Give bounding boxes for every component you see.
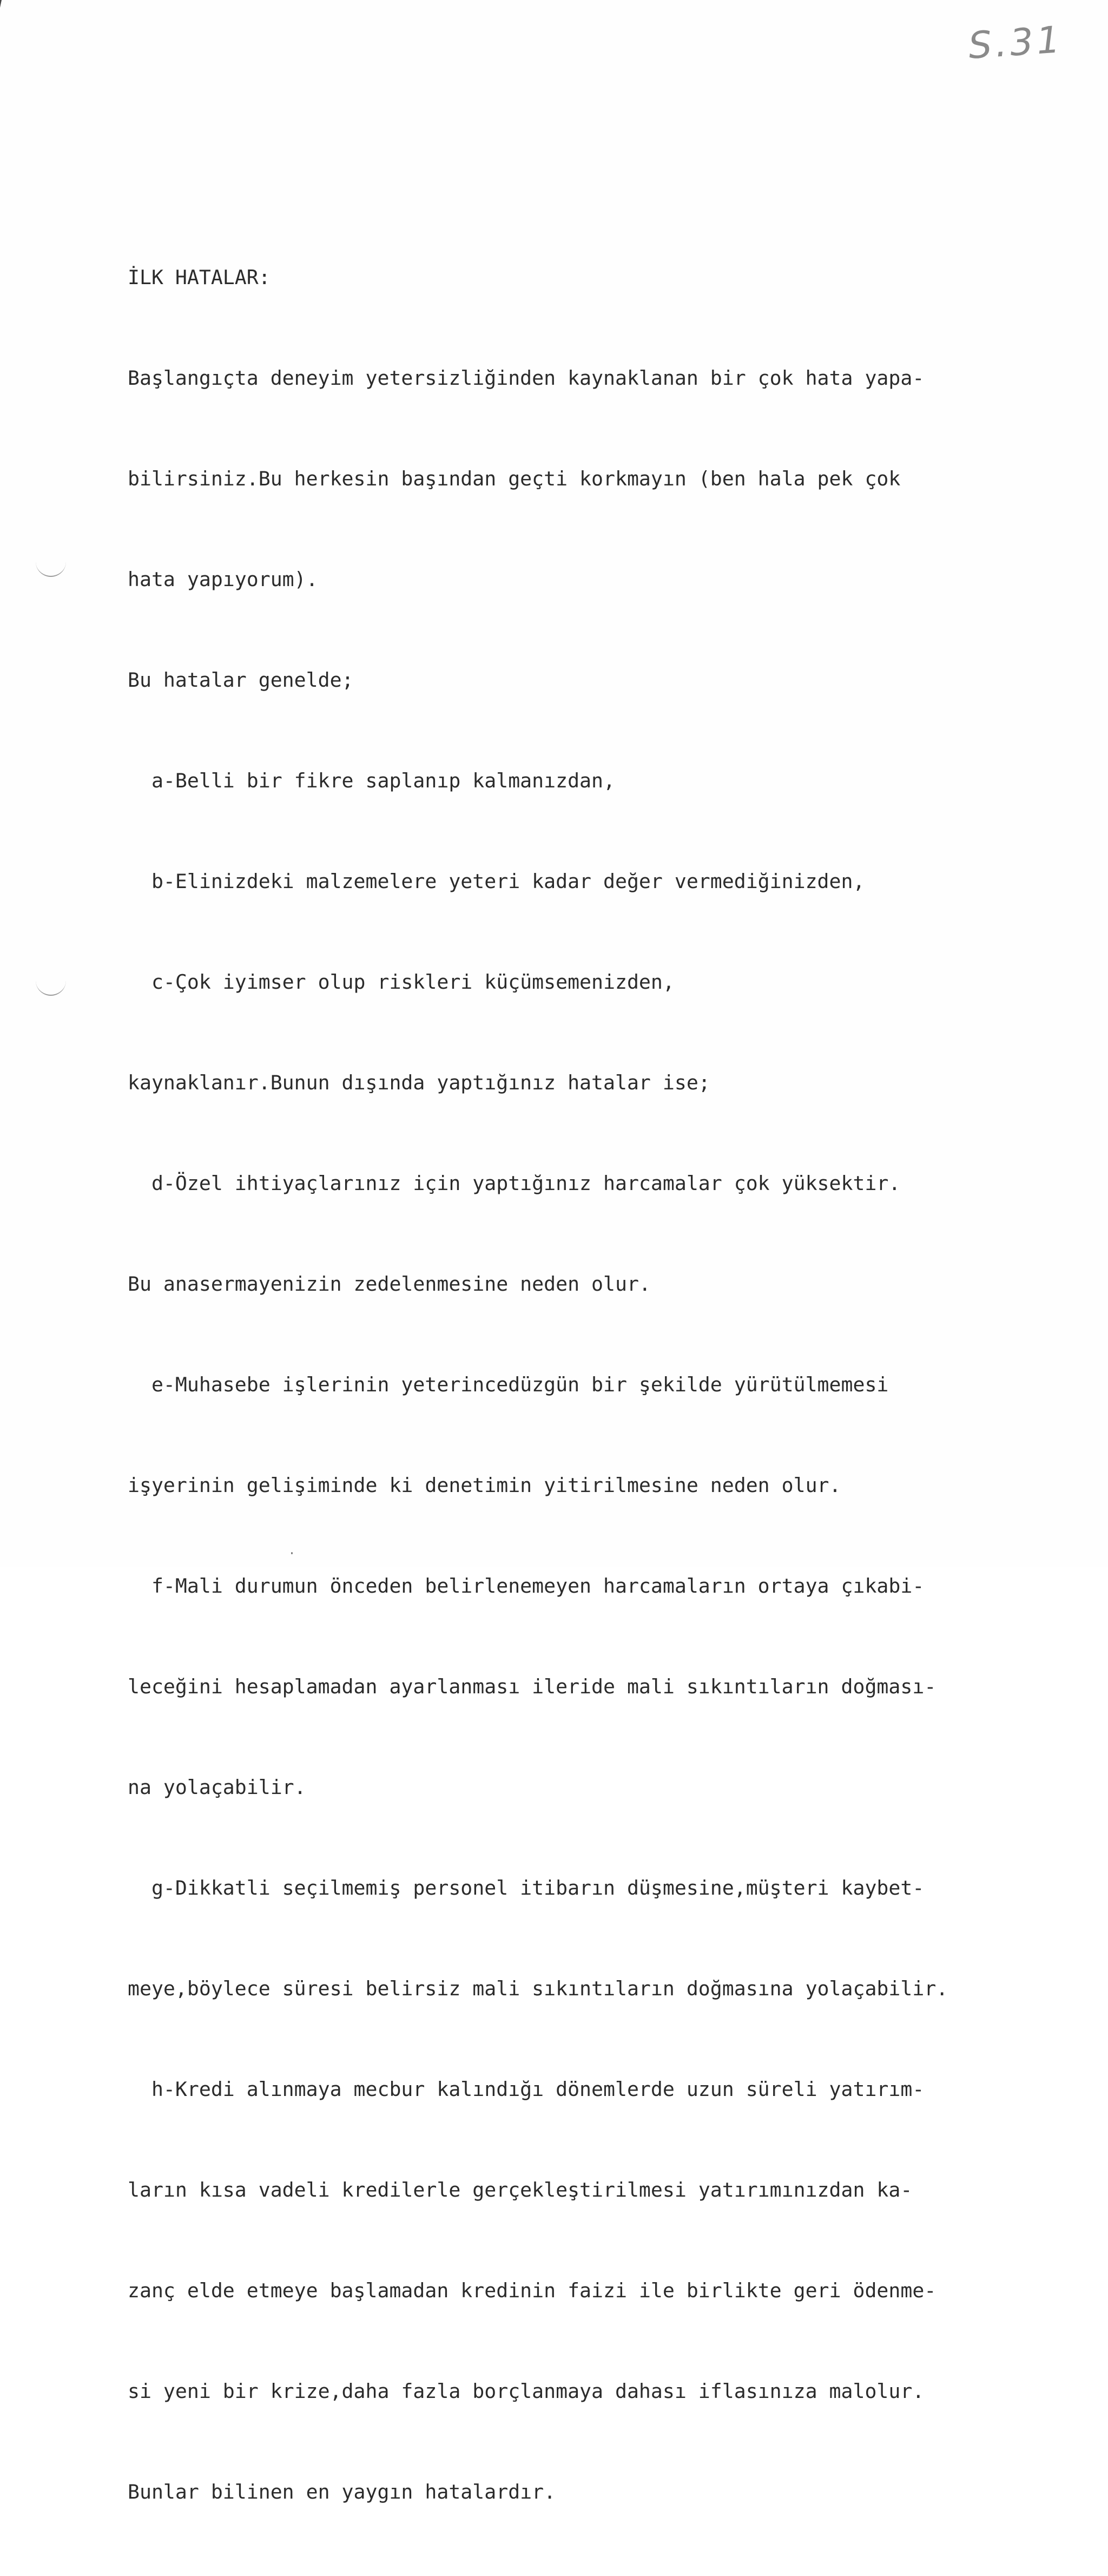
closing-line: Bunlar bilinen en yaygın hatalardır. — [128, 2480, 556, 2503]
text-line: bilirsiniz.Bu herkesin başından geçti korkmayın (ben hala pek çok — [128, 467, 901, 490]
text-line: zanç elde etmeye başlamadan kredinin faizi ile birlikte geri ödenme- — [128, 2279, 936, 2302]
text-line: ların kısa vadeli kredilerle gerçekleştirilmesi yatırımınızdan ka- — [128, 2178, 913, 2202]
text-line: Bu anasermayenizin zedelenmesine neden olur. — [128, 1272, 651, 1296]
text-line: kaynaklanır.Bunun dışında yaptığınız hatalar ise; — [128, 1071, 710, 1094]
list-item-c: c-Çok iyimser olup riskleri küçümsemenizden, — [128, 970, 675, 994]
punch-hole-mark — [36, 556, 66, 577]
list-item-g: g-Dikkatli seçilmemiş personel itibarın düşmesine,müşteri kaybet- — [128, 1876, 925, 1900]
text-line: na yolaçabilir. — [128, 1776, 306, 1799]
list-item-e: e-Muhasebe işlerinin yeterincedüzgün bir şekilde yürütülmemesi — [128, 1373, 889, 1396]
punch-hole-mark — [36, 975, 66, 996]
speck-mark — [291, 1552, 293, 1554]
heading: İLK HATALAR: — [128, 266, 271, 289]
list-item-d: d-Özel ihtiyaçlarınız için yaptığınız harcamalar çok yüksektir. — [128, 1172, 901, 1195]
list-item-a: a-Belli bir fikre saplanıp kalmanızdan, — [128, 769, 615, 792]
text-line: hata yapıyorum). — [128, 568, 318, 591]
list-item-f: f-Mali durumun önceden belirlenemeyen harcamaların ortaya çıkabi- — [128, 1574, 925, 1598]
list-item-h: h-Kredi alınmaya mecbur kalındığı dönemlerde uzun süreli yatırım- — [128, 2078, 925, 2101]
body-text — [128, 194, 1047, 2576]
corner-pen-mark — [0, 0, 10, 43]
text-line: leceğini hesaplamadan ayarlanması ileride mali sıkıntıların doğması- — [128, 1675, 936, 1698]
text-line: meye,böylece süresi belirsiz mali sıkıntıların doğmasına yolaçabilir. — [128, 1977, 948, 2000]
text-line: si yeni bir krize,daha fazla borçlanmaya dahası iflasınıza malolur. — [128, 2380, 925, 2403]
text-line: işyerinin gelişiminde ki denetimin yitirilmesine neden olur. — [128, 1474, 841, 1497]
text-line: Başlangıçta deneyim yetersizliğinden kaynaklanan bir çok hata yapa- — [128, 366, 925, 390]
text-line: Bu hatalar genelde; — [128, 668, 354, 692]
list-item-b: b-Elinizdeki malzemelere yeteri kadar değer vermediğinizden, — [128, 870, 865, 893]
page-number: S.31 — [967, 18, 1065, 68]
